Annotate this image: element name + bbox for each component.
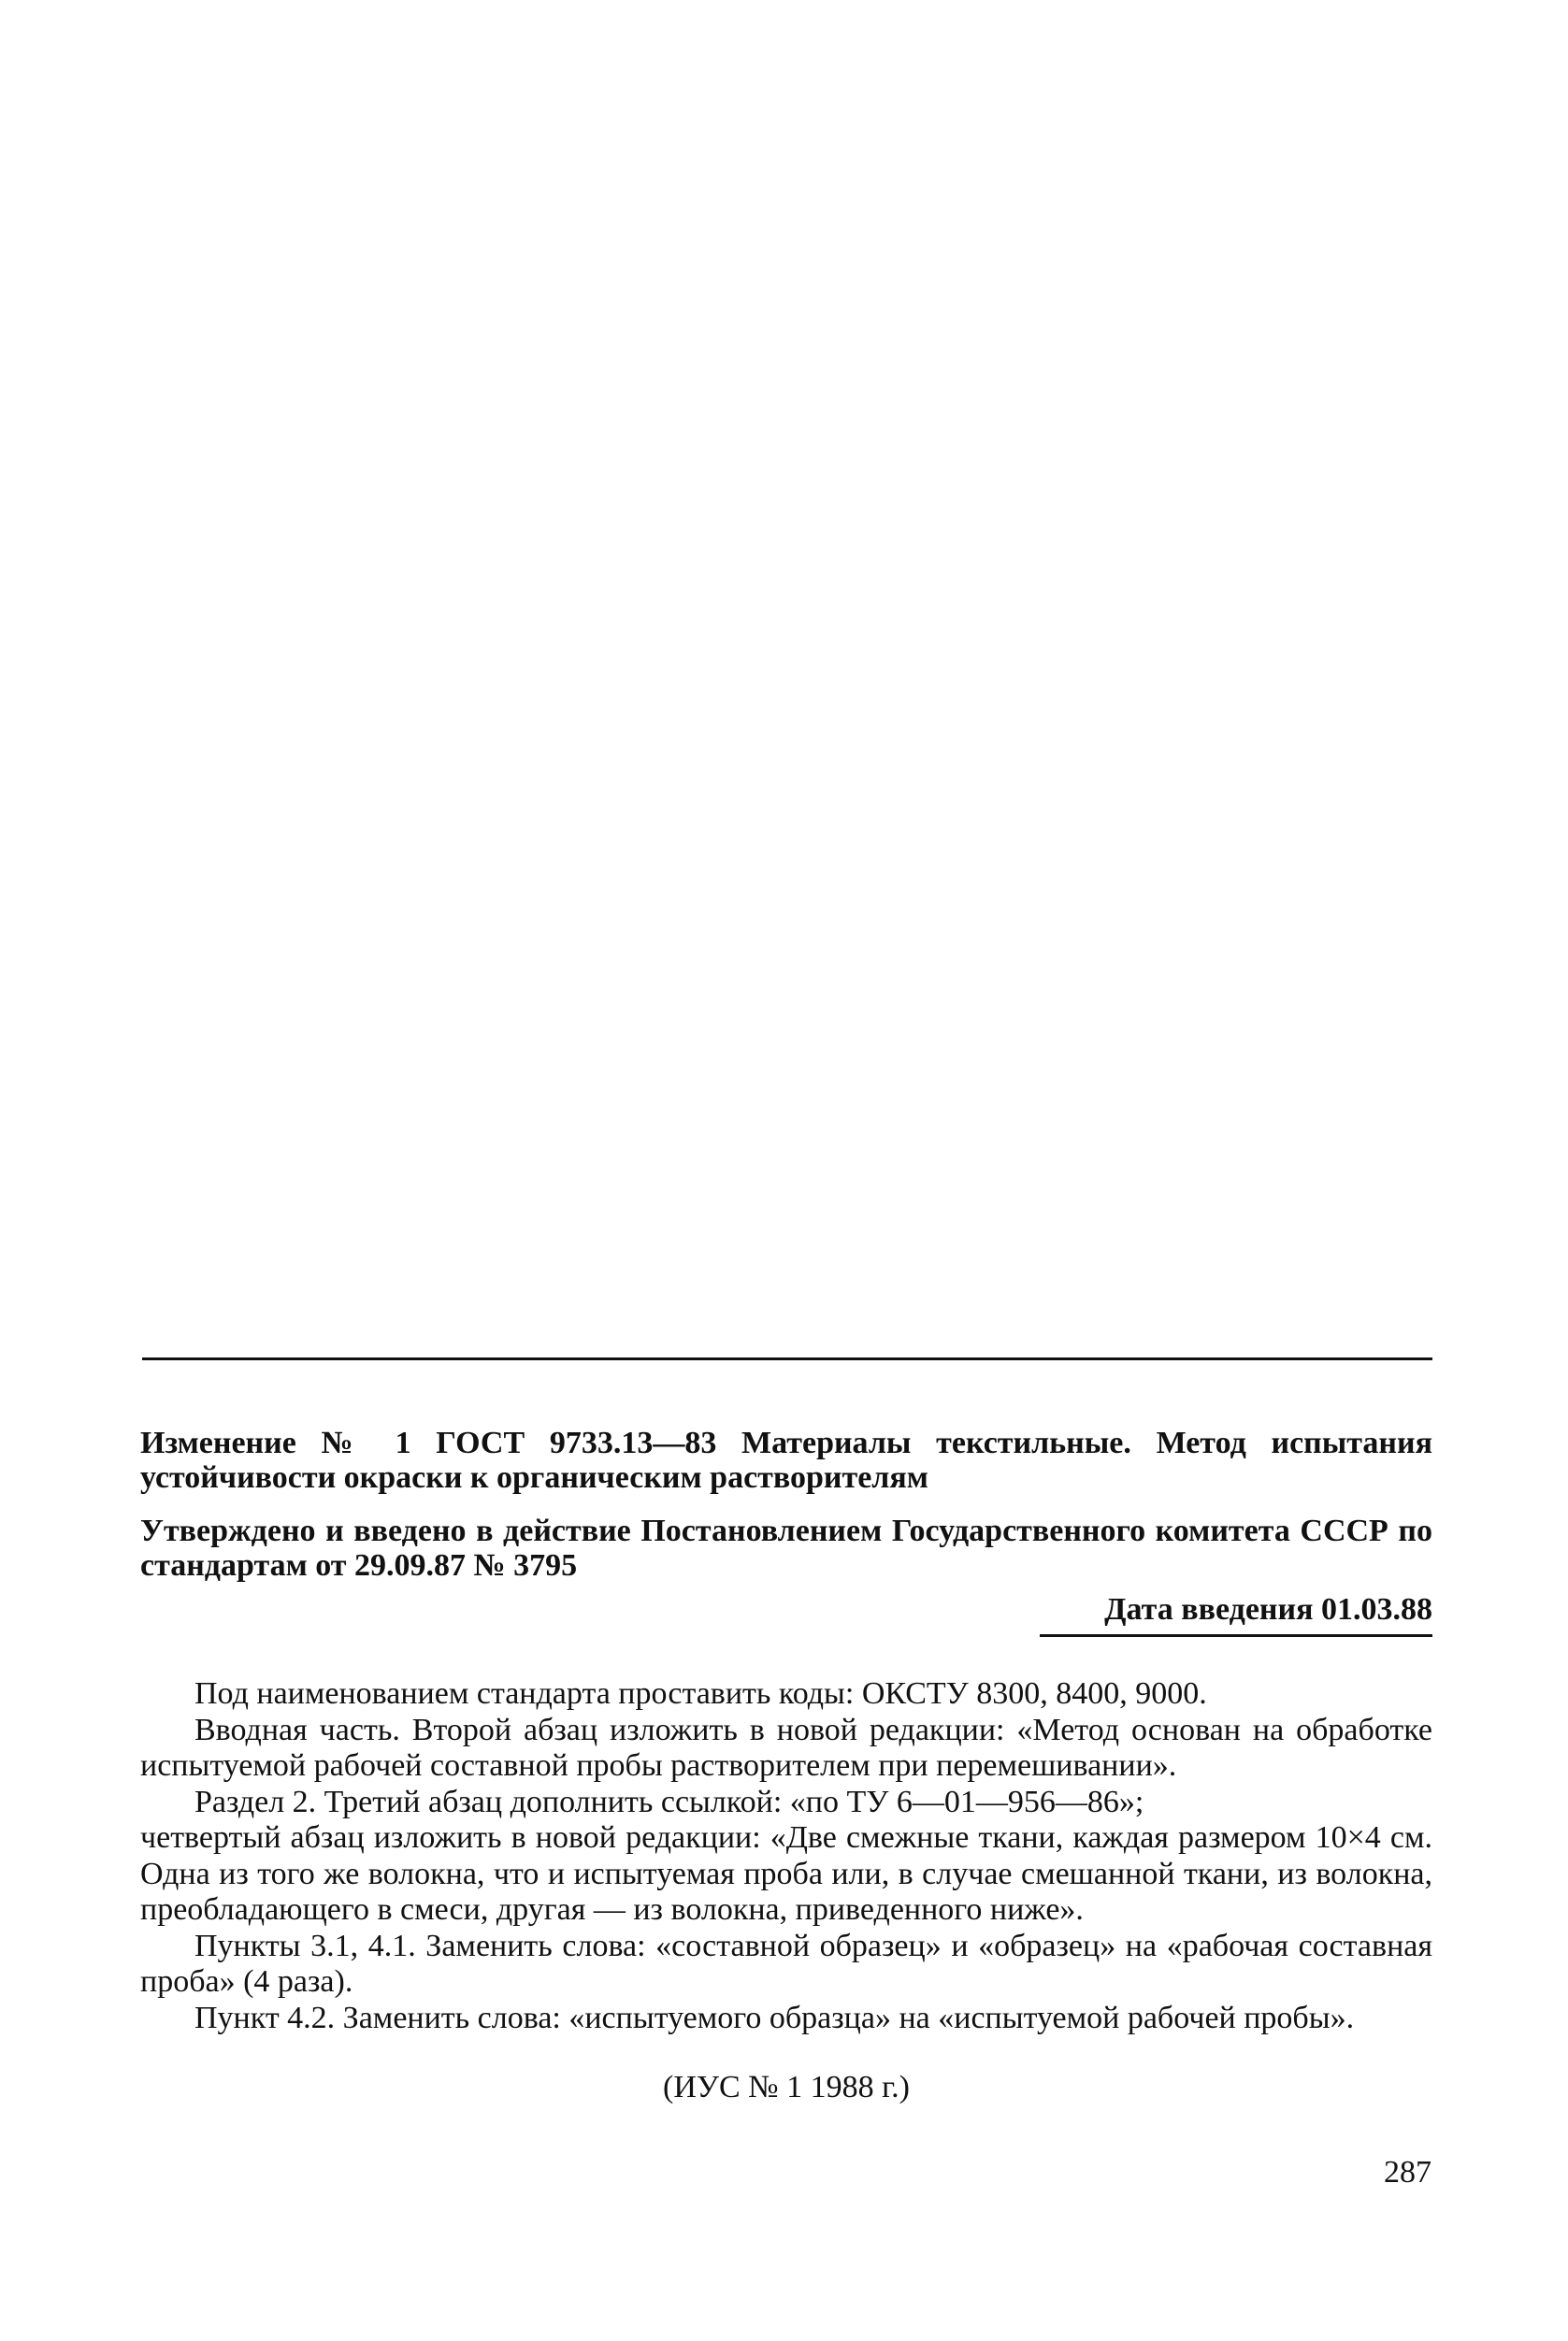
paragraph-points-3-1-4-1: Пункты 3.1, 4.1. Заменить слова: «составной образец» и «образец» на «рабочая составная проба» (4 раза). [140, 1928, 1432, 1999]
paragraph-point-4-2: Пункт 4.2. Заменить слова: «испытуемого образца» на «испытуемой рабочей пробы». [194, 2000, 1355, 2035]
effective-date: Дата введения 01.03.88 [1040, 1592, 1432, 1637]
amendment-heading: Изменение № 1 ГОСТ 9733.13—83 Материалы текстильные. Метод испытания устойчивости окраски к органическим растворителям [140, 1426, 1432, 1495]
paragraph-codes: Под наименованием стандарта проставить коды: ОКСТУ 8300, 8400, 9000. [194, 1676, 1207, 1711]
amendment-block [140, 1426, 1432, 2105]
paragraph-fourth-abzac: четвертый абзац изложить в новой редакции: «Две смежные ткани, каждая размером 10×4 см. Одна из того же волокна, что и испытуемая проба или, в случае смешанной ткани, из волокна, преобладающего в смеси, другая — из волокна, приведенного ниже». [140, 1820, 1432, 1927]
top-divider-rule [142, 1357, 1432, 1360]
page-number: 287 [1384, 2155, 1431, 2190]
approval-statement: Утверждено и введено в действие Постановлением Государственного комитета СССР по стандартам от 29.09.87 № 3795 [140, 1514, 1432, 1583]
amendment-body [140, 1676, 1432, 2036]
source-reference: (ИУС № 1 1988 г.) [663, 2070, 910, 2104]
paragraph-section-2: Раздел 2. Третий абзац дополнить ссылкой: «по ТУ 6—01—956—86»; [194, 1784, 1144, 1819]
paragraph-intro-part: Вводная часть. Второй абзац изложить в новой редакции: «Метод основан на обработке испытуемой рабочей составной пробы растворителем при перемешивании». [140, 1712, 1432, 1783]
effective-date-row [140, 1592, 1432, 1637]
